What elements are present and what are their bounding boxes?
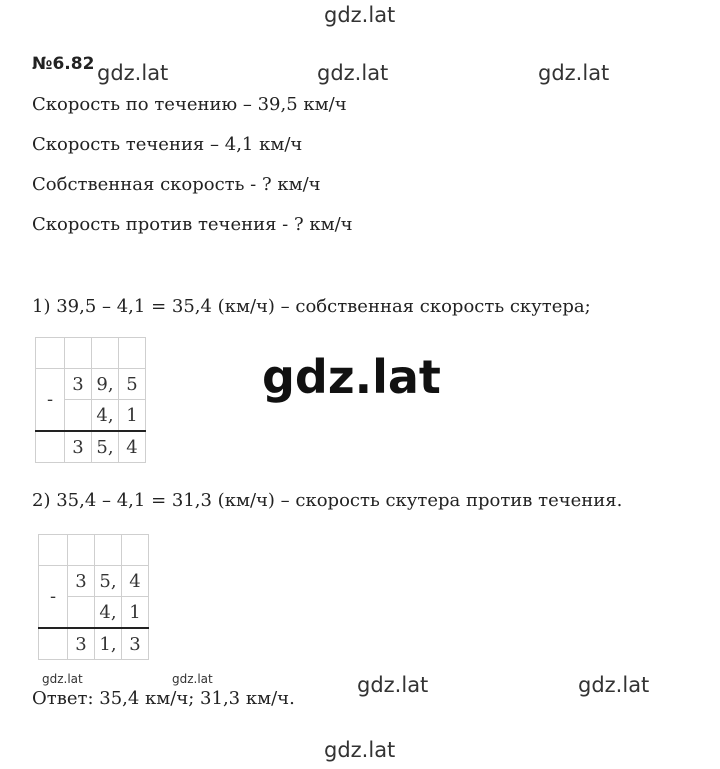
watermark-small: gdz.lat (42, 672, 83, 686)
given-line: Скорость по течению – 39,5 км/ч (32, 94, 347, 115)
solution-step: 2) 35,4 – 4,1 = 31,3 (км/ч) – скорость скутера против течения. (32, 490, 623, 511)
digit-cell: 1 (119, 400, 146, 432)
grid-row (36, 338, 146, 369)
digit-cell: 1, (95, 628, 122, 660)
digit-cell: 5, (92, 431, 119, 463)
grid-row (36, 369, 146, 400)
digit-cell: 4 (119, 431, 146, 463)
watermark-top: gdz.lat (324, 3, 396, 27)
watermark: gdz.lat (317, 61, 389, 85)
digit-cell: 3 (65, 431, 92, 463)
column-subtraction (35, 337, 146, 463)
digit-cell: 3 (65, 369, 92, 400)
watermark-bottom: gdz.lat (324, 738, 396, 762)
grid-row (39, 535, 149, 566)
digit-cell: 4, (92, 400, 119, 432)
watermark: gdz.lat (578, 673, 650, 697)
result-row (39, 628, 149, 660)
watermark: gdz.lat (538, 61, 610, 85)
answer-line: Ответ: 35,4 км/ч; 31,3 км/ч. (32, 688, 295, 709)
minus-sign: - (36, 369, 65, 432)
digit-cell: 5, (95, 566, 122, 597)
solution-step: 1) 39,5 – 4,1 = 35,4 (км/ч) – собственная скорость скутера; (32, 296, 591, 317)
watermark: gdz.lat (97, 61, 169, 85)
digit-cell: 3 (122, 628, 149, 660)
digit-cell: 5 (119, 369, 146, 400)
minus-sign: - (39, 566, 68, 629)
problem-number: №6.82 (32, 54, 95, 74)
result-row (36, 431, 146, 463)
digit-cell: 3 (68, 566, 95, 597)
watermark-large: gdz.lat (262, 350, 441, 404)
grid-row (39, 566, 149, 597)
digit-cell: 4 (122, 566, 149, 597)
digit-cell (68, 597, 95, 629)
watermark: gdz.lat (357, 673, 429, 697)
digit-cell (65, 400, 92, 432)
digit-cell: 4, (95, 597, 122, 629)
digit-cell: 1 (122, 597, 149, 629)
digit-cell: 3 (68, 628, 95, 660)
digit-cell: 9, (92, 369, 119, 400)
given-line: Скорость против течения - ? км/ч (32, 214, 353, 235)
given-line: Скорость течения – 4,1 км/ч (32, 134, 303, 155)
watermark-small: gdz.lat (172, 672, 213, 686)
given-line: Собственная скорость - ? км/ч (32, 174, 321, 195)
column-subtraction (38, 534, 149, 660)
